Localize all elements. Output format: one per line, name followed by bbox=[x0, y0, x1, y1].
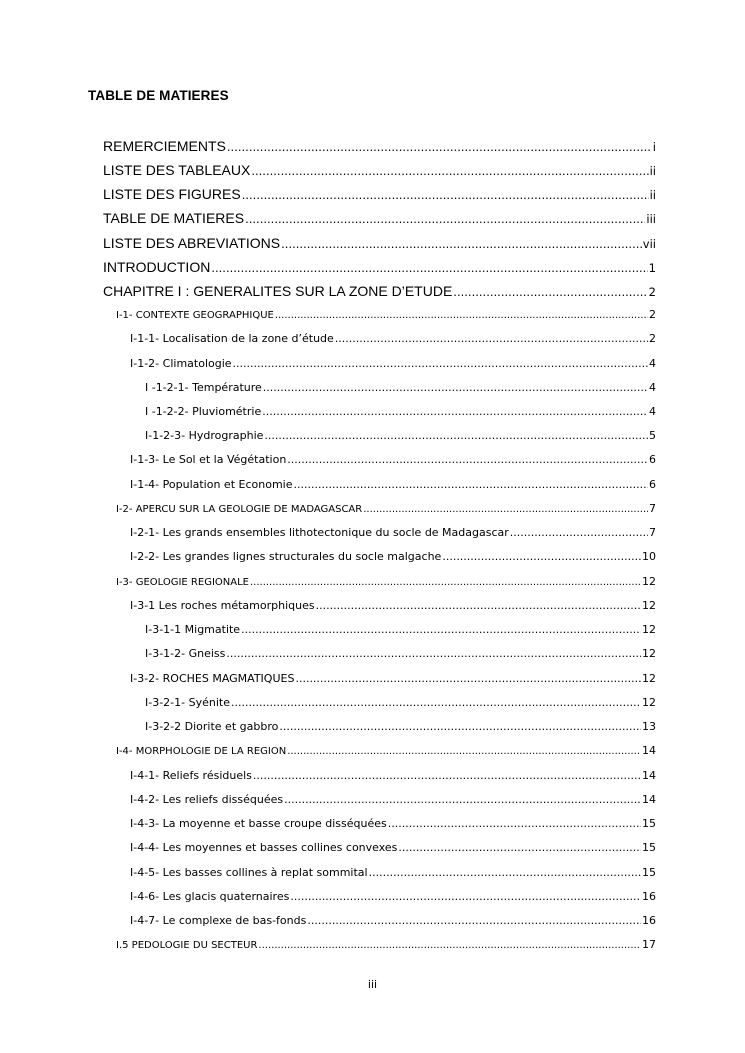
toc-entry-label: I-4-6- Les glacis quaternaires bbox=[130, 890, 290, 903]
dot-leader bbox=[307, 912, 641, 930]
dot-leader bbox=[287, 743, 641, 761]
dot-leader bbox=[227, 138, 652, 156]
toc-entry-i-2[interactable] bbox=[116, 500, 656, 518]
toc-entry-liste-des-abreviations[interactable] bbox=[103, 234, 656, 252]
dot-leader bbox=[250, 574, 641, 592]
toc-entry-page: 17 bbox=[642, 938, 656, 951]
dot-leader bbox=[398, 839, 641, 857]
dot-leader bbox=[275, 307, 648, 325]
toc-entry-label: I-4-4- Les moyennes et basses collines convexes bbox=[130, 841, 398, 854]
toc-entry-page: 12 bbox=[642, 599, 656, 612]
toc-entry-label: I-2-2- Les grandes lignes structurales du socle malgache bbox=[130, 550, 442, 563]
toc-entry-page: ii bbox=[649, 188, 656, 202]
toc-entry-table-de-matieres[interactable] bbox=[103, 209, 656, 227]
toc-entry-page: 13 bbox=[642, 720, 656, 733]
dot-leader bbox=[258, 937, 641, 955]
toc-entry-i-1-2-3[interactable] bbox=[145, 427, 656, 445]
toc-entry-page: 15 bbox=[642, 817, 656, 830]
toc-entry-label: I-3-2-1- Syénite bbox=[145, 696, 230, 709]
toc-entry-page: 6 bbox=[649, 453, 656, 466]
dot-leader bbox=[226, 645, 641, 663]
toc-entry-label: I-1-4- Population et Economie bbox=[130, 478, 293, 491]
dot-leader bbox=[241, 621, 641, 639]
toc-entry-i-3-1[interactable] bbox=[130, 597, 656, 615]
toc-entry-page: ii bbox=[649, 164, 656, 178]
toc-entry-page: 15 bbox=[642, 841, 656, 854]
toc-entry-i-3-2-1[interactable] bbox=[145, 694, 656, 712]
toc-entry-i-1-2-2[interactable] bbox=[145, 403, 656, 421]
dot-leader bbox=[388, 815, 641, 833]
toc-entry-page: 16 bbox=[642, 914, 656, 927]
toc-entry-i-1-1[interactable] bbox=[130, 330, 656, 348]
toc-entry-i-2-1[interactable] bbox=[130, 524, 656, 542]
toc-entry-i-3-1-1[interactable] bbox=[145, 621, 656, 639]
toc-entry-label: REMERCIEMENTS bbox=[103, 138, 226, 154]
dot-leader bbox=[453, 283, 647, 301]
toc-entry-chapitre-i[interactable] bbox=[103, 282, 656, 300]
toc-entry-i-4-2[interactable] bbox=[130, 791, 656, 809]
toc-entry-page: 10 bbox=[642, 550, 656, 563]
page-number-footer: iii bbox=[367, 978, 378, 991]
toc-entry-page: 4 bbox=[649, 405, 656, 418]
toc-entry-page: 4 bbox=[649, 381, 656, 394]
toc-entry-introduction[interactable] bbox=[103, 258, 656, 276]
toc-entry-label: I-2-1- Les grands ensembles lithotectonique du socle de Madagascar bbox=[130, 526, 509, 539]
toc-entry-i-4-4[interactable] bbox=[130, 839, 656, 857]
dot-leader bbox=[369, 864, 641, 882]
toc-entry-i-1-2[interactable] bbox=[130, 355, 656, 373]
toc-entry-label: I-3-1-2- Gneiss bbox=[145, 647, 226, 660]
toc-entry-label: I-1- CONTEXTE GEOGRAPHIQUE bbox=[116, 310, 274, 321]
toc-entry-label: INTRODUCTION bbox=[103, 259, 211, 275]
dot-leader bbox=[211, 259, 647, 277]
toc-entry-page: 12 bbox=[642, 672, 656, 685]
toc-entry-label: I-4-1- Reliefs résiduels bbox=[130, 769, 252, 782]
dot-leader bbox=[442, 548, 641, 566]
toc-entry-label: I-1-2-3- Hydrographie bbox=[145, 429, 264, 442]
toc-entry-page: 12 bbox=[642, 575, 656, 588]
toc-entry-label: I-4-7- Le complexe de bas-fonds bbox=[130, 914, 307, 927]
dot-leader bbox=[295, 670, 641, 688]
toc-entry-label: LISTE DES FIGURES bbox=[103, 186, 241, 202]
toc-entry-i-4-3[interactable] bbox=[130, 815, 656, 833]
toc-entry-remerciements[interactable] bbox=[103, 137, 656, 155]
dot-leader bbox=[281, 235, 642, 253]
toc-entry-page: 2 bbox=[649, 332, 656, 345]
dot-leader bbox=[363, 501, 648, 519]
dot-leader bbox=[262, 403, 648, 421]
toc-entry-page: 4 bbox=[649, 357, 656, 370]
toc-entry-page: 14 bbox=[642, 793, 656, 806]
toc-entry-label: I-4- MORPHOLOGIE DE LA REGION bbox=[116, 746, 287, 757]
toc-entry-liste-des-figures[interactable] bbox=[103, 185, 656, 203]
toc-entry-i-3-1-2[interactable] bbox=[145, 645, 656, 663]
toc-entry-label: I-4-3- La moyenne et basse croupe disséquées bbox=[130, 817, 387, 830]
toc-entry-label: I-4-5- Les basses collines à replat sommital bbox=[130, 866, 368, 879]
toc-entry-page: 12 bbox=[642, 696, 656, 709]
toc-entry-i-3-2-2[interactable] bbox=[145, 718, 656, 736]
toc-entry-page: iii bbox=[646, 212, 656, 226]
dot-leader bbox=[264, 427, 648, 445]
toc-entry-label: I-3- GEOLOGIE REGIONALE bbox=[116, 577, 249, 588]
toc-entry-label: I-2- APERCU SUR LA GEOLOGIE DE MADAGASCAR bbox=[116, 504, 363, 515]
toc-entry-i-1[interactable] bbox=[116, 306, 656, 324]
dot-leader bbox=[245, 210, 645, 228]
toc-entry-i-3[interactable] bbox=[116, 573, 656, 591]
toc-entry-label: I-3-2-2 Diorite et gabbro bbox=[145, 720, 279, 733]
toc-entry-i-4-7[interactable] bbox=[130, 912, 656, 930]
toc-entry-label: I-3-1 Les roches métamorphiques bbox=[130, 599, 315, 612]
toc-entry-label: I -1-2-2- Pluviométrie bbox=[145, 405, 262, 418]
toc-entry-page: 15 bbox=[642, 866, 656, 879]
toc-entry-label: LISTE DES ABREVIATIONS bbox=[103, 235, 281, 251]
toc-entry-label: I-4-2- Les reliefs disséquées bbox=[130, 793, 284, 806]
toc-entry-label: LISTE DES TABLEAUX bbox=[103, 162, 251, 178]
dot-leader bbox=[287, 451, 648, 469]
toc-entry-page: 12 bbox=[642, 647, 656, 660]
toc-entry-label: I -1-2-1- Température bbox=[145, 381, 262, 394]
toc-entry-page: 5 bbox=[649, 429, 656, 442]
toc-entry-i-4-5[interactable] bbox=[130, 864, 656, 882]
dot-leader bbox=[251, 162, 648, 180]
toc-entry-page: 1 bbox=[648, 261, 656, 275]
dot-leader bbox=[263, 379, 648, 397]
toc-entry-i-4-1[interactable] bbox=[130, 767, 656, 785]
toc-entry-i-1-2-1[interactable] bbox=[145, 379, 656, 397]
dot-leader bbox=[233, 355, 648, 373]
dot-leader bbox=[293, 476, 648, 494]
toc-entry-page: 2 bbox=[649, 308, 656, 321]
toc-entry-page: 14 bbox=[642, 769, 656, 782]
toc-entry-page: 16 bbox=[642, 890, 656, 903]
toc-entry-i-4-6[interactable] bbox=[130, 888, 656, 906]
toc-entry-i-1-4[interactable] bbox=[130, 476, 656, 494]
dot-leader bbox=[290, 888, 641, 906]
toc-entry-label: I.5 PEDOLOGIE DU SECTEUR bbox=[116, 940, 258, 951]
toc-entry-i-3-2[interactable] bbox=[130, 670, 656, 688]
toc-entry-page: 7 bbox=[649, 526, 656, 539]
dot-leader bbox=[253, 767, 641, 785]
toc-entry-i-2-2[interactable] bbox=[130, 548, 656, 566]
dot-leader bbox=[335, 330, 648, 348]
toc-entry-page: i bbox=[652, 140, 656, 154]
toc-entry-page: 14 bbox=[642, 744, 656, 757]
toc-entry-page: vii bbox=[642, 237, 656, 251]
dot-leader bbox=[279, 718, 641, 736]
toc-entry-label: I-3-2- ROCHES MAGMATIQUES bbox=[130, 672, 295, 685]
toc-entry-i-4[interactable] bbox=[116, 742, 656, 760]
toc-entry-label: I-1-3- Le Sol et la Végétation bbox=[130, 453, 287, 466]
dot-leader bbox=[242, 186, 649, 204]
toc-entry-i-1-3[interactable] bbox=[130, 451, 656, 469]
page-title: TABLE DE MATIERES bbox=[88, 88, 229, 103]
dot-leader bbox=[284, 791, 641, 809]
dot-leader bbox=[316, 597, 641, 615]
toc-entry-label: I-3-1-1 Migmatite bbox=[145, 623, 241, 636]
toc-entry-page: 2 bbox=[648, 285, 656, 299]
toc-entry-label: I-1-1- Localisation de la zone d’étude bbox=[130, 332, 334, 345]
toc-entry-page: 12 bbox=[642, 623, 656, 636]
dot-leader bbox=[231, 694, 641, 712]
toc-entry-i-5[interactable] bbox=[116, 936, 656, 954]
dot-leader bbox=[510, 524, 648, 542]
toc-entry-label: CHAPITRE I : GENERALITES SUR LA ZONE D’ETUDE bbox=[103, 283, 453, 299]
toc-entry-label: I-1-2- Climatologie bbox=[130, 357, 232, 370]
toc-entry-liste-des-tableaux[interactable] bbox=[103, 161, 656, 179]
toc-entry-page: 7 bbox=[649, 502, 656, 515]
toc-entry-page: 6 bbox=[649, 478, 656, 491]
toc-entry-label: TABLE DE MATIERES bbox=[103, 210, 245, 226]
